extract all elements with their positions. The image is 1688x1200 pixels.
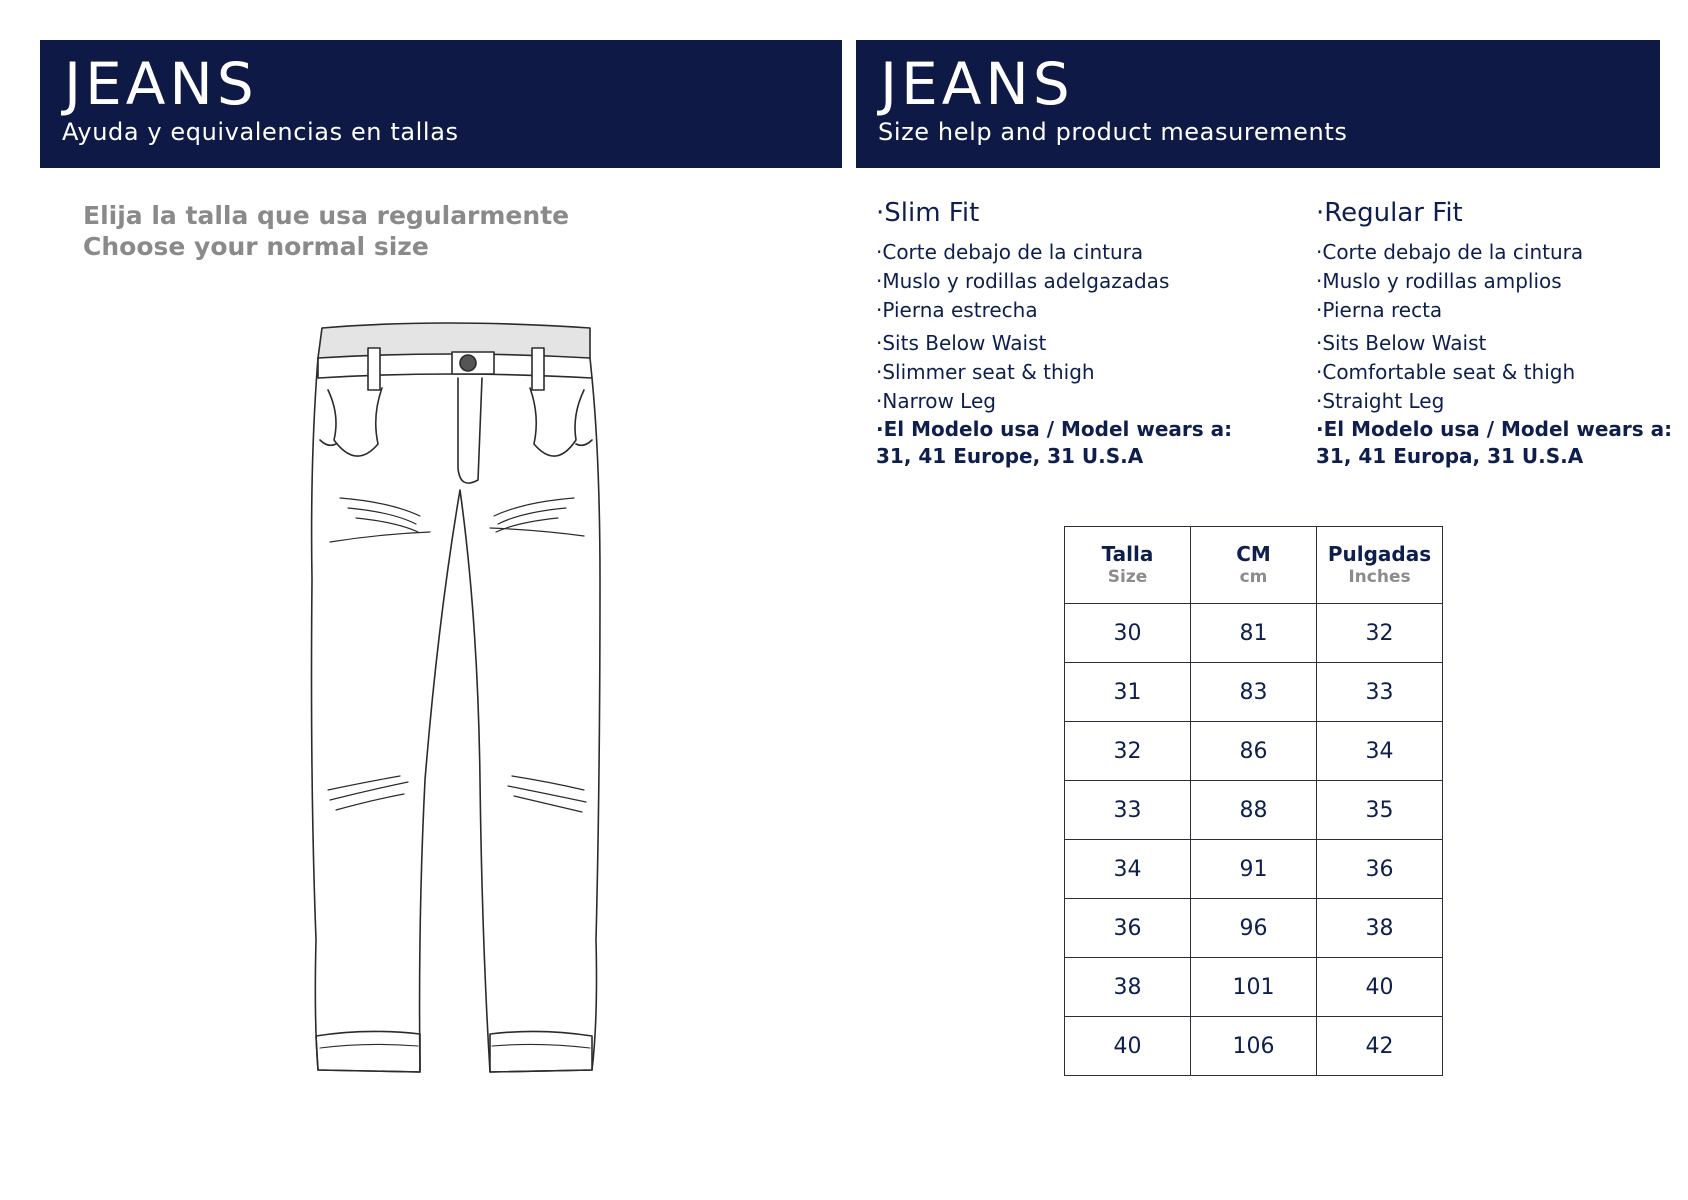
cell-cm: 83: [1191, 663, 1317, 722]
slim-fit-es-line: ·Corte debajo de la cintura: [876, 240, 1144, 264]
table-row: [1065, 604, 1443, 663]
slim-fit-model-label: ·El Modelo usa / Model wears a:: [876, 417, 1233, 441]
size-table: [1064, 526, 1443, 1076]
size-table-header-row: [1065, 527, 1443, 604]
cell-size: 38: [1065, 958, 1191, 1017]
header-talla-sub: Size: [1107, 567, 1148, 587]
right-header-subtitle: Size help and product measurements: [878, 118, 1348, 146]
header-pulgadas-label: Pulgadas: [1327, 542, 1432, 566]
table-row: [1065, 1017, 1443, 1076]
slim-fit-en-line: ·Sits Below Waist: [876, 331, 1047, 355]
header-cm-label: CM: [1236, 542, 1271, 566]
left-header-title: JEANS: [64, 50, 258, 118]
regular-fit-title: ·Regular Fit: [1316, 198, 1463, 228]
right-header-title: JEANS: [880, 50, 1074, 118]
cell-cm: 88: [1191, 781, 1317, 840]
cell-size: 32: [1065, 722, 1191, 781]
regular-fit-en-line: ·Straight Leg: [1316, 389, 1445, 413]
table-row: [1065, 840, 1443, 899]
regular-fit-model-label: ·El Modelo usa / Model wears a:: [1316, 417, 1673, 441]
cell-cm: 106: [1191, 1017, 1317, 1076]
cell-size: 30: [1065, 604, 1191, 663]
regular-fit-es-line: ·Pierna recta: [1316, 298, 1443, 322]
slim-fit-es-line: ·Muslo y rodillas adelgazadas: [876, 269, 1170, 293]
slim-fit-es-line: ·Pierna estrecha: [876, 298, 1038, 322]
right-header-banner: [856, 40, 1660, 168]
size-intro: [83, 200, 569, 262]
slim-fit-model-value: 31, 41 Europe, 31 U.S.A: [876, 444, 1144, 468]
cell-inches: 38: [1317, 899, 1443, 958]
jeans-illustration: [300, 320, 620, 1110]
left-header-banner: [40, 40, 842, 168]
cell-cm: 81: [1191, 604, 1317, 663]
slim-fit-en-line: ·Narrow Leg: [876, 389, 996, 413]
table-row: [1065, 663, 1443, 722]
header-cm-sub: cm: [1239, 567, 1268, 587]
cell-size: 36: [1065, 899, 1191, 958]
cell-size: 33: [1065, 781, 1191, 840]
cell-inches: 42: [1317, 1017, 1443, 1076]
cell-inches: 35: [1317, 781, 1443, 840]
cell-size: 34: [1065, 840, 1191, 899]
slim-fit-en-line: ·Slimmer seat & thigh: [876, 360, 1095, 384]
table-row: [1065, 781, 1443, 840]
cell-inches: 33: [1317, 663, 1443, 722]
regular-fit-es-line: ·Corte debajo de la cintura: [1316, 240, 1584, 264]
regular-fit-section: [1316, 198, 1672, 470]
slim-fit-title: ·Slim Fit: [876, 198, 980, 228]
intro-line-es: Elija la talla que usa regularmente: [83, 201, 570, 230]
cell-inches: 40: [1317, 958, 1443, 1017]
header-pulgadas-sub: Inches: [1348, 567, 1411, 587]
regular-fit-en-line: ·Sits Below Waist: [1316, 331, 1487, 355]
cell-size: 31: [1065, 663, 1191, 722]
cell-cm: 91: [1191, 840, 1317, 899]
left-header-subtitle: Ayuda y equivalencias en tallas: [62, 118, 459, 146]
table-row: [1065, 899, 1443, 958]
slim-fit-section: [876, 198, 1232, 470]
regular-fit-es-line: ·Muslo y rodillas amplios: [1316, 269, 1562, 293]
regular-fit-en-line: ·Comfortable seat & thigh: [1316, 360, 1576, 384]
regular-fit-model-value: 31, 41 Europa, 31 U.S.A: [1316, 444, 1584, 468]
header-talla-label: Talla: [1101, 542, 1154, 566]
header-cm: [1191, 527, 1317, 604]
cell-size: 40: [1065, 1017, 1191, 1076]
cell-inches: 32: [1317, 604, 1443, 663]
cell-cm: 86: [1191, 722, 1317, 781]
header-pulgadas: [1317, 527, 1443, 604]
cell-inches: 36: [1317, 840, 1443, 899]
cell-cm: 96: [1191, 899, 1317, 958]
table-row: [1065, 722, 1443, 781]
header-talla: [1065, 527, 1191, 604]
cell-inches: 34: [1317, 722, 1443, 781]
intro-line-en: Choose your normal size: [83, 232, 429, 261]
cell-cm: 101: [1191, 958, 1317, 1017]
table-row: [1065, 958, 1443, 1017]
